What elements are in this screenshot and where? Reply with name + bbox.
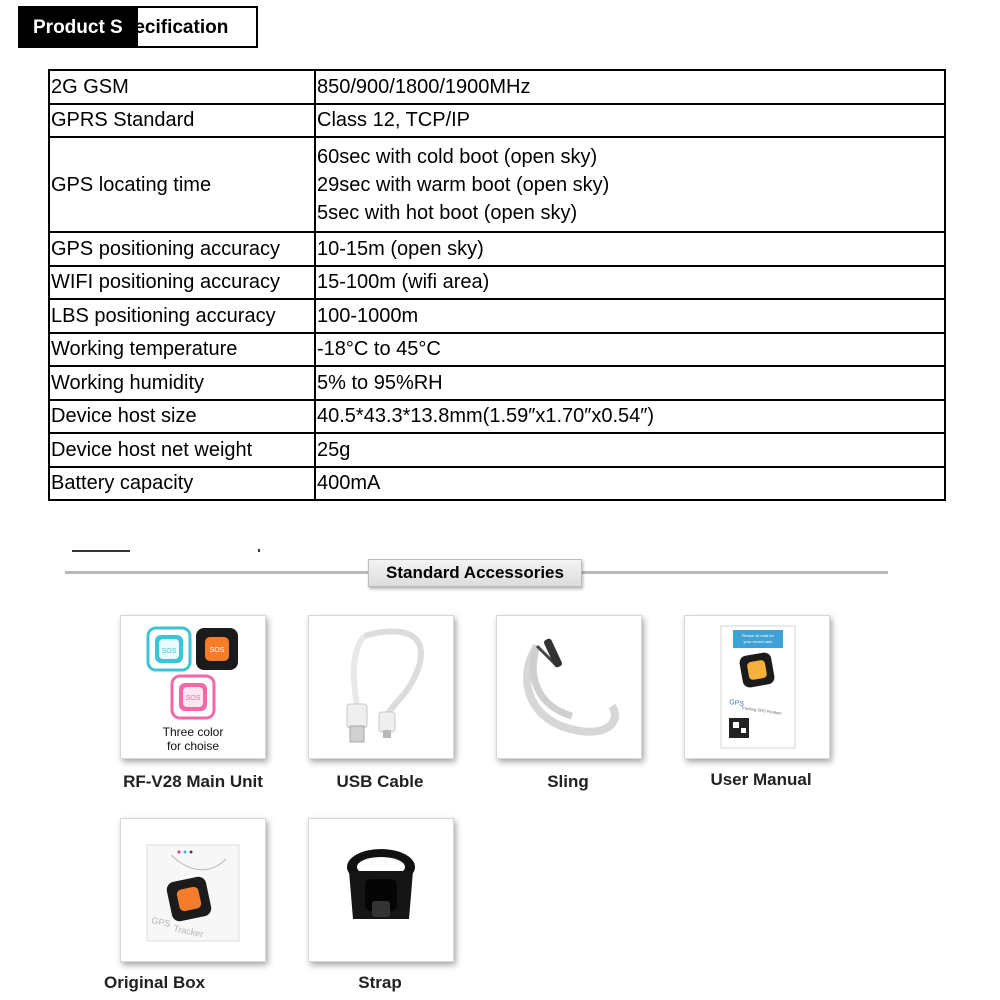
spec-value [315,137,945,232]
spec-value: 100-1000m [315,299,945,333]
svg-text:your recent user: your recent user [743,639,773,644]
color-note [121,725,265,753]
section-header-product-specification [18,6,258,48]
spec-key: Device host net weight [49,433,315,467]
svg-text:GPS: GPS [150,915,172,929]
svg-text:GPS: GPS [728,699,745,709]
svg-text:SOS: SOS [161,648,177,655]
spec-value: 15-100m (wifi area) [315,266,945,300]
svg-text:Please sit read for: Please sit read for [741,633,775,638]
table-row [49,333,945,367]
svg-text:SOS: SOS [185,695,201,702]
caption-strap: Strap [358,973,402,992]
spec-key: Working humidity [49,366,315,400]
table-row [49,104,945,138]
spec-value: Class 12, TCP/IP [315,104,945,138]
note-line: for choise [166,739,220,753]
spec-table [48,69,946,501]
spec-value: 40.5*43.3*13.8mm(1.59″x1.70″x0.54″) [315,400,945,434]
caption-original-box: Original Box [104,973,206,992]
spec-value-line: 60sec with cold boot (open sky) [317,145,598,168]
spec-key: Device host size [49,400,315,434]
svg-text:SOS: SOS [209,647,225,654]
table-row [49,137,945,232]
spec-value: -18°C to 45°C [315,333,945,367]
caption-main-unit: RF-V28 Main Unit [123,772,263,791]
wrist-strap-icon [309,819,453,961]
accessory-card-user-manual [684,615,830,759]
spec-key: GPRS Standard [49,104,315,138]
accessory-card-main-unit [120,615,266,759]
spec-key: GPS locating time [49,137,315,232]
table-row [49,400,945,434]
accessory-card-sling [496,615,642,759]
accessories-title: Standard Accessories [368,559,582,587]
spec-key: 2G GSM [49,70,315,104]
spec-key: WIFI positioning accuracy [49,266,315,300]
accessory-card-strap [308,818,454,962]
spec-value-line: 5sec with hot boot (open sky) [317,201,578,224]
spec-key: Battery capacity [49,467,315,501]
svg-text:Tracker: Tracker [172,923,205,940]
note-line: Three color [162,725,224,739]
spec-key: LBS positioning accuracy [49,299,315,333]
table-row [49,467,945,501]
table-row [49,266,945,300]
section-title: Product Specification [33,17,229,38]
usb-cable-icon [309,616,453,758]
spec-value: 400mA [315,467,945,501]
table-row [49,433,945,467]
spec-value: 5% to 95%RH [315,366,945,400]
caption-usb-cable: USB Cable [336,772,424,791]
gift-box-icon [121,819,265,961]
accessory-card-original-box [120,818,266,962]
caption-sling: Sling [547,772,589,791]
manual-booklet-icon [685,616,829,758]
table-row [49,70,945,104]
svg-text:Tracking SOS Pendant: Tracking SOS Pendant [740,705,782,716]
spec-key: Working temperature [49,333,315,367]
spec-value: 25g [315,433,945,467]
spec-value: 850/900/1800/1900MHz [315,70,945,104]
lanyard-icon [497,616,641,758]
spec-value-line: 29sec with warm boot (open sky) [317,173,610,196]
divider [72,550,130,552]
table-row [49,366,945,400]
spec-key: GPS positioning accuracy [49,232,315,266]
caption-user-manual: User Manual [710,770,812,789]
divider [258,549,260,552]
table-row [49,232,945,266]
spec-value: 10-15m (open sky) [315,232,945,266]
table-row [49,299,945,333]
accessory-card-usb-cable [308,615,454,759]
